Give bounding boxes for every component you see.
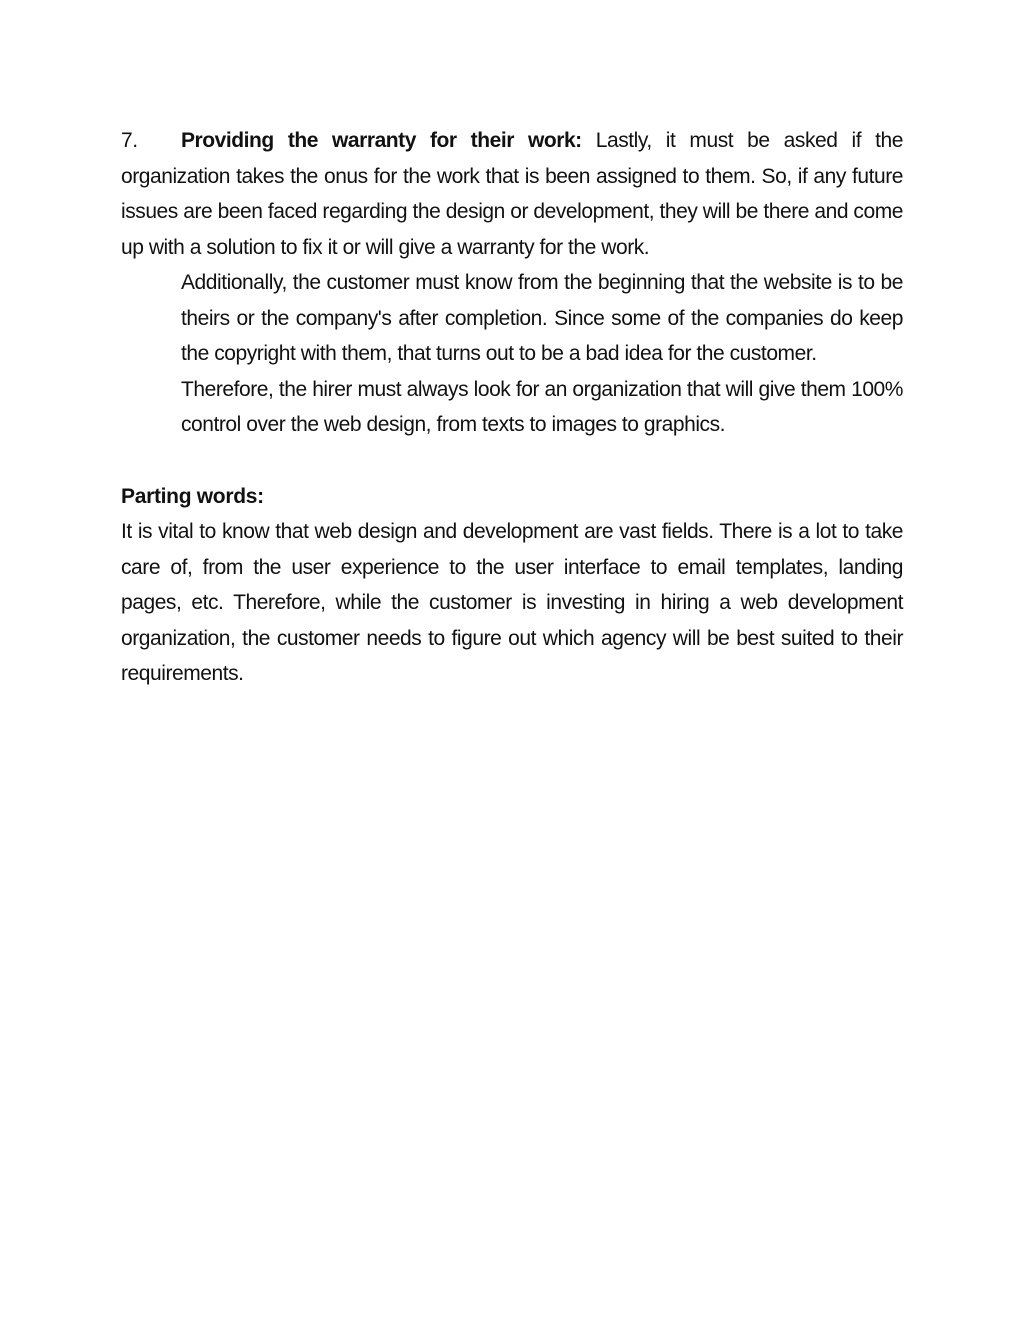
list-item-body: Lastly, it must be asked if the organization takes the onus for the work that is been assigned to them. So, if any future issues are been faced regarding the design or development, they will be there and come up with a solution to fix it or will give a warranty for the work. <box>121 129 903 259</box>
paragraph-control: Therefore, the hirer must always look for an organization that will give them 100% control over the web design, from texts to images to graphics. <box>181 377 903 436</box>
list-item-number: 7. <box>121 129 138 152</box>
list-item-7 <box>121 123 903 265</box>
document-page <box>121 123 903 692</box>
section-heading-parting-words: Parting words: <box>121 484 264 508</box>
paragraph-copyright: Additionally, the customer must know from the beginning that the website is to be theirs or the company's after completion. Since some of the companies do keep the copyright with them, that turns out to be a bad idea for the customer. <box>181 271 903 365</box>
paragraph-parting-words: It is vital to know that web design and development are vast fields. There is a lot to take care of, from the user experience to the user interface to email templates, landing pages, etc. Therefore, while the customer is investing in hiring a web development organization, the customer needs to figure out which agency will be best suited to their requirements. <box>121 520 903 685</box>
list-item-heading: Providing the warranty for their work: <box>181 129 582 152</box>
